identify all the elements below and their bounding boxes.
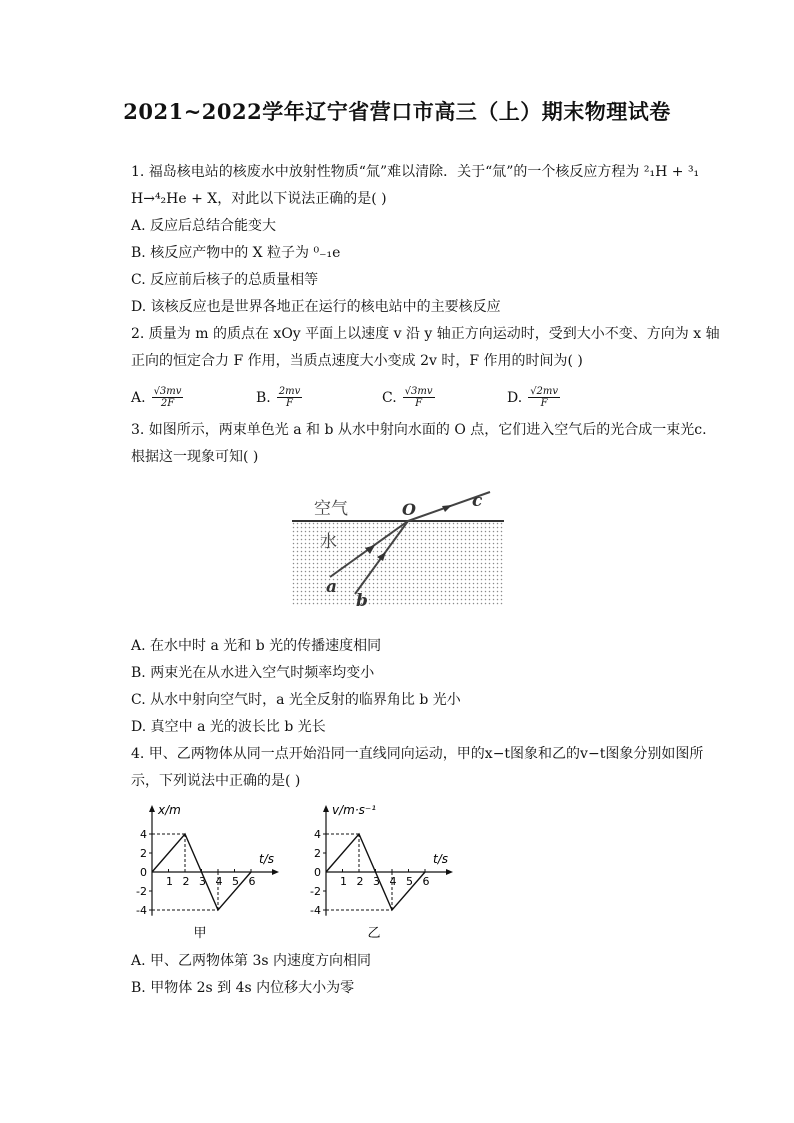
q2-stem-line2: 正向的恒定合力 F 作用，当质点速度大小变成 2v 时，F 作用的时间为( ) — [131, 353, 583, 369]
q2-option-d-denominator: F — [540, 398, 548, 409]
q4-stem-line2: 示，下列说法中正确的是( ) — [131, 773, 301, 789]
q3-option-c: C. 从水中射向空气时，a 光全反射的临界角比 b 光小 — [131, 692, 461, 708]
y-axis-label: x/m — [158, 803, 181, 817]
q2-option-b — [256, 386, 302, 409]
x-tick-label: 5 — [406, 875, 413, 888]
q2-option-c-denominator: F — [415, 398, 423, 409]
chart-yi-vt — [302, 800, 462, 942]
page-title: 2021~2022学年辽宁省营口市高三（上）期末物理试卷 — [123, 99, 671, 124]
x-axis-label: t/s — [433, 852, 448, 866]
y-axis-arrow — [323, 805, 329, 812]
x-tick-label: 5 — [232, 875, 239, 888]
chart-jia-xt — [128, 800, 288, 942]
q4-option-a: A. 甲、乙两物体第 3s 内速度方向相同 — [131, 953, 372, 969]
q2-option-a-label: A. — [131, 389, 146, 406]
x-axis-arrow — [272, 869, 279, 875]
y-tick-label: -2 — [310, 885, 321, 898]
q2-option-a — [131, 386, 183, 409]
x-tick-label: 6 — [422, 875, 430, 888]
ray-c-arrow — [442, 505, 452, 512]
water-label: 水 — [320, 532, 337, 552]
ray-a-label: a — [326, 577, 338, 597]
q1-option-b: B. 核反应产物中的 X 粒子为 ⁰₋₁e — [131, 245, 341, 261]
q1-option-d: D. 该核反应也是世界各地正在运行的核电站中的主要核反应 — [131, 299, 501, 315]
q2-option-b-label: B. — [256, 389, 271, 406]
y-tick-label: -4 — [310, 904, 321, 917]
y-tick-label: -2 — [136, 885, 147, 898]
q3-option-d: D. 真空中 a 光的波长比 b 光长 — [131, 719, 326, 735]
q2-option-d-fraction — [528, 386, 560, 409]
q4-stem-line1: 4. 甲、乙两物体从同一点开始沿同一直线同向运动，甲的x−t图象和乙的v−t图象分别如图所 — [131, 746, 704, 762]
refraction-diagram — [292, 490, 504, 608]
x-tick-label: 3 — [373, 875, 380, 888]
point-o-label: O — [402, 500, 416, 519]
q2-stem-line1: 2. 质量为 m 的质点在 xOy 平面上以速度 v 沿 y 轴正方向运动时，受到大小不变、方向为 x 轴 — [131, 326, 720, 342]
y-tick-label: 2 — [314, 847, 321, 860]
q2-option-b-denominator: F — [286, 398, 293, 409]
x-tick-label: 6 — [248, 875, 256, 888]
x-tick-label: 2 — [182, 875, 190, 888]
y-tick-label: -4 — [136, 904, 147, 917]
q2-option-c-numerator: √3mv — [404, 386, 433, 397]
x-axis-arrow — [446, 869, 453, 875]
q2-option-d-numerator: √2mv — [530, 386, 559, 397]
x-tick-label: 2 — [356, 875, 364, 888]
q2-option-c-fraction — [403, 386, 435, 409]
chart-caption: 甲 — [193, 926, 207, 941]
x-tick-label: 3 — [199, 875, 206, 888]
ray-b-label: b — [356, 591, 368, 608]
y-axis-arrow — [149, 805, 155, 812]
q2-option-b-fraction — [277, 386, 303, 409]
y-tick-label: 0 — [140, 866, 147, 879]
x-tick-label: 1 — [340, 875, 347, 888]
y-tick-label: 2 — [140, 847, 147, 860]
q2-option-d — [507, 386, 560, 409]
q1-stem-line1: 1. 福岛核电站的核废水中放射性物质“氚”难以清除．关于“氚”的一个核反应方程为 ²₁H + ³₁ — [131, 164, 700, 180]
x-tick-label: 1 — [166, 875, 173, 888]
x-tick-label: 4 — [389, 875, 397, 888]
q3-stem-line2: 根据这一现象可知( ) — [131, 449, 259, 465]
y-axis-label: v/m·s⁻¹ — [332, 803, 377, 817]
q3-stem-line1: 3. 如图所示，两束单色光 a 和 b 从水中射向水面的 O 点，它们进入空气后的光合成一束光c. — [131, 422, 707, 438]
q2-option-c — [382, 386, 435, 409]
y-tick-label: 0 — [314, 866, 321, 879]
chart-caption: 乙 — [367, 926, 381, 941]
q3-option-a: A. 在水中时 a 光和 b 光的传播速度相同 — [131, 638, 382, 654]
q2-option-c-label: C. — [382, 389, 397, 406]
q1-stem-line2: H→⁴₂He + X，对此以下说法正确的是( ) — [131, 191, 387, 207]
q2-option-d-label: D. — [507, 389, 523, 406]
q2-option-a-fraction — [152, 386, 184, 409]
q1-option-c: C. 反应前后核子的总质量相等 — [131, 272, 319, 288]
q3-option-b: B. 两束光在从水进入空气时频率均变小 — [131, 665, 375, 681]
q1-option-a: A. 反应后总结合能变大 — [131, 218, 277, 234]
ray-c-label: c — [472, 491, 483, 511]
x-tick-label: 4 — [215, 875, 223, 888]
y-tick-label: 4 — [314, 828, 321, 841]
y-tick-label: 4 — [140, 828, 147, 841]
q2-option-a-denominator: 2F — [160, 398, 175, 409]
air-label: 空气 — [314, 499, 348, 519]
q2-option-b-numerator: 2mv — [278, 386, 301, 397]
q4-option-b: B. 甲物体 2s 到 4s 内位移大小为零 — [131, 980, 355, 996]
q2-option-a-numerator: √3mv — [153, 386, 182, 397]
x-axis-label: t/s — [259, 852, 274, 866]
